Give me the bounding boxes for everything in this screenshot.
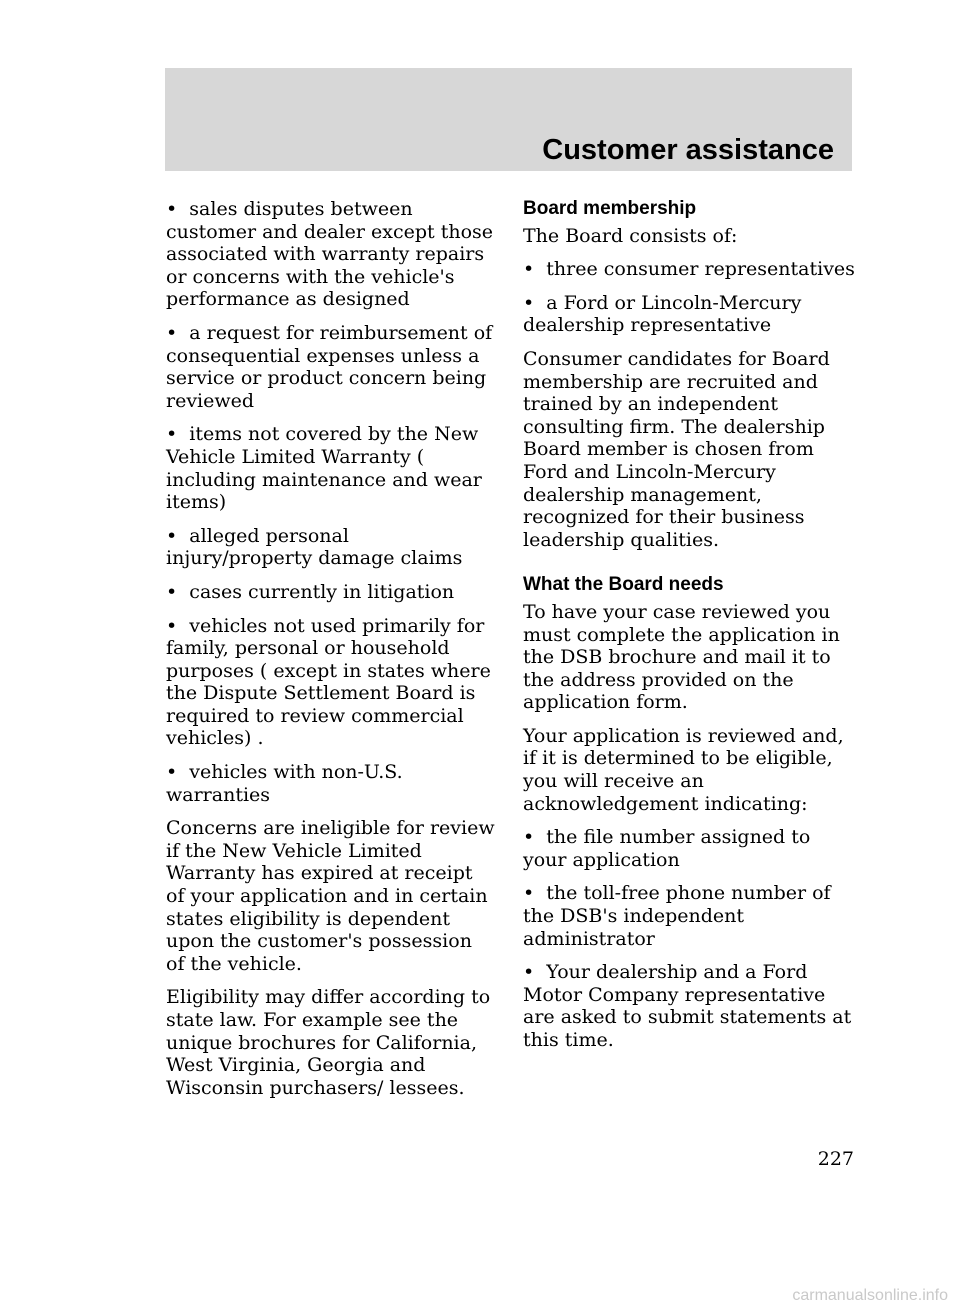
body-paragraph: To have your case reviewed you must complete the application in the DSB brochure and mail it to the address provided on the application form. (523, 600, 840, 714)
bullet-item: • vehicles with non-U.S. warranties (166, 761, 496, 806)
bullet-item: • alleged personal injury/property damage claims (166, 525, 496, 570)
body-paragraph: Your application is reviewed and, if it is determined to be eligible, you will receive an acknowledgement indicating: (523, 724, 844, 815)
header-band (165, 68, 852, 171)
page-title: Customer assistance (542, 134, 834, 166)
left-column (166, 198, 496, 1110)
bullet-item: • a Ford or Lincoln-Mercury dealership representative (523, 292, 858, 337)
watermark: carmanualsonline.info (792, 1287, 948, 1304)
bullet-item: • a request for reimbursement of consequential expenses unless a service or product concern being reviewed (166, 322, 496, 412)
right-column (523, 198, 858, 1063)
bullet-item: • sales disputes between customer and dealer except those associated with warranty repairs or concerns with the vehicle's performance as designed (166, 198, 496, 311)
bullet-item: • vehicles not used primarily for family, personal or household purposes ( except in states where the Dispute Settlement Board is required to review commercial vehicles) . (166, 615, 496, 751)
body-paragraph: Concerns are ineligible for review if the New Vehicle Limited Warranty has expired at receipt of your application and in certain states eligibility is dependent upon the customer's possession of the vehicle. (166, 817, 495, 975)
body-paragraph: Eligibility may differ according to state law. For example see the unique brochures for California, West Virginia, Georgia and Wisconsin purchasers/ lessees. (166, 986, 491, 1099)
section-heading-board-needs: What the Board needs (523, 574, 724, 596)
bullet-item: • Your dealership and a Ford Motor Company representative are asked to submit statements at this time. (523, 961, 858, 1051)
page-number: 227 (817, 1148, 854, 1170)
bullet-item: • the toll-free phone number of the DSB's independent administrator (523, 882, 858, 950)
bullet-item: • the file number assigned to your application (523, 826, 858, 871)
bullet-item: • cases currently in litigation (166, 581, 496, 604)
section-heading-board-membership: Board membership (523, 198, 697, 219)
bullet-item: • three consumer representatives (523, 258, 858, 281)
body-paragraph: The Board consists of: (523, 224, 738, 247)
bullet-item: • items not covered by the New Vehicle Limited Warranty ( including maintenance and wear items) (166, 423, 496, 513)
body-paragraph: Consumer candidates for Board membership are recruited and trained by an independent consulting firm. The dealership Board member is chosen from Ford and Lincoln-Mercury dealership management, recognized for their business leadership qualities. (523, 347, 830, 551)
